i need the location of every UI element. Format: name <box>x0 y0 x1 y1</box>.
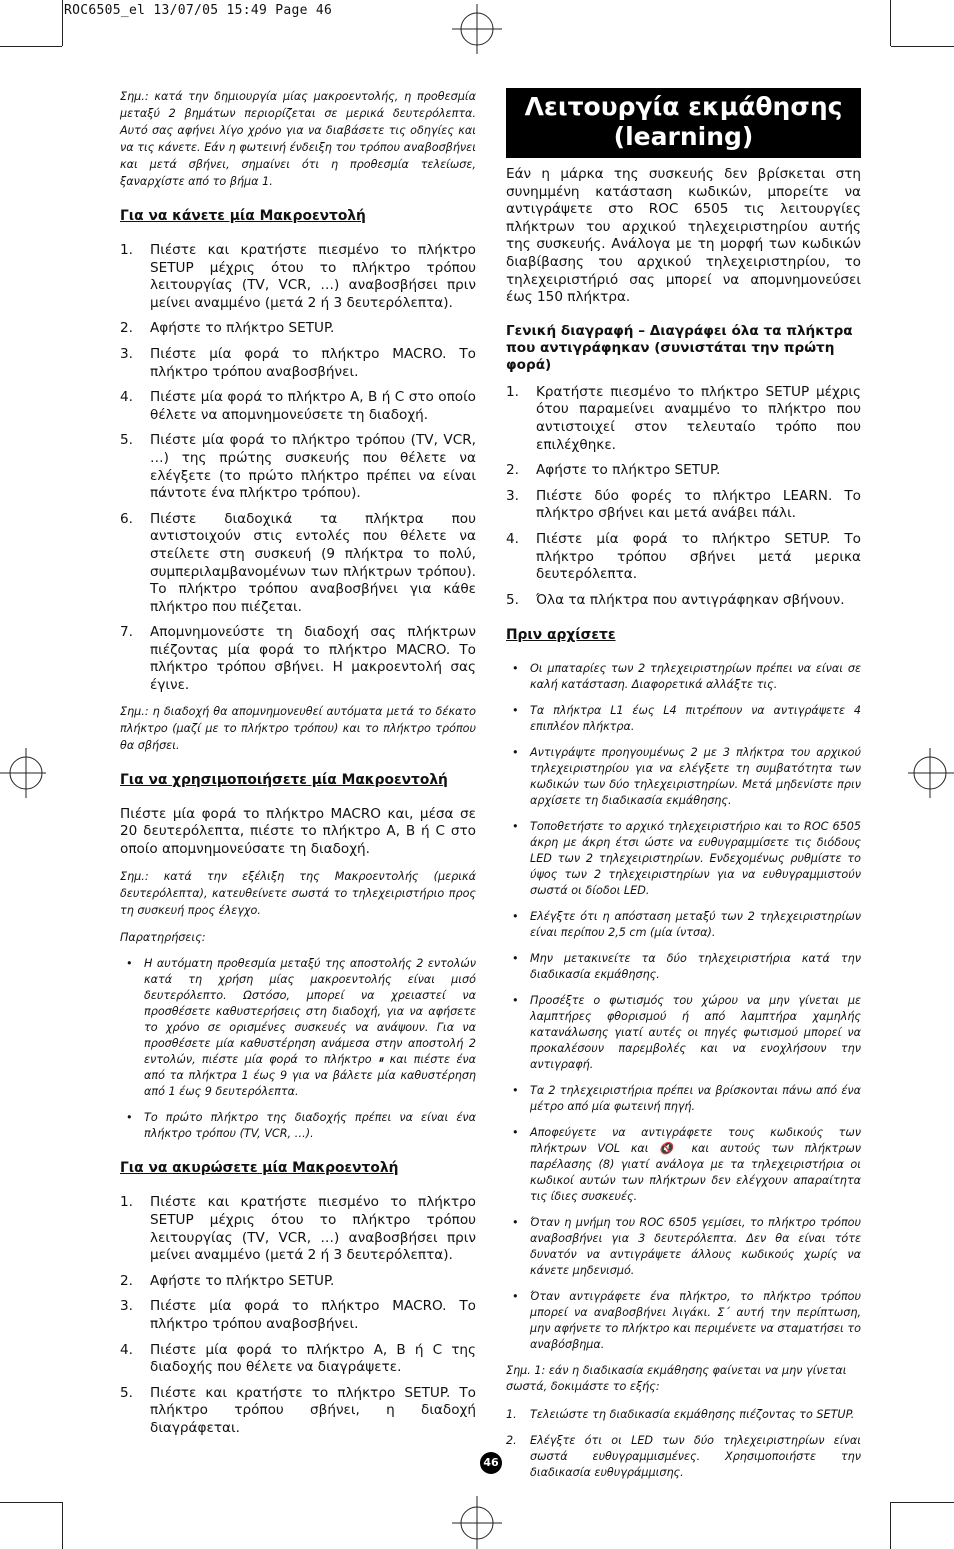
list-item: • Η αυτόματη προθεσμία μεταξύ της αποστολής 2 εντολών κατά τη χρήση μίας μακροεντολής είναι μισό δευτερόλεπτο. Ωστόσο, μπορεί να χρειαστεί να προσθέσετε καθυστερήσεις στη διαδοχή, για να αφήσετε το χρόνο σε ορισμένες συσκευές να ανάψουν. Για να προσθέσετε μία καθυστέρηση ανάμεσα στην αποστολή 2 εντολών, πιέστε μία φορά το πλήκτρο ⏸ και πιέστε ένα από τα πλήκτρα 1 έως 9 για να βάλετε μία καθυστέρηση από 1 έως 9 δευτερόλεπτα. <box>126 957 476 1099</box>
list-item: 6. Πιέστε διαδοχικά τα πλήκτρα που αντιστοιχούν στις εντολές που θέλετε να στείλετε στη συσκευή (9 πλήκτρα το πολύ, συμπεριλαμβανομένων των πλήκτρων τρόπου). Το πλήκτρο τρόπου αναβοσβήνει για κάθε πλήκτρο που πιέζεται. <box>120 510 476 615</box>
use-macro-body: Πιέστε μία φορά το πλήκτρο MACRO και, μέσα σε 20 δευτερόλεπτα, πιέστε το πλήκτρο A, B ή C στο οποίο απομνημονεύσατε τη διαδοχή. <box>120 805 476 857</box>
list-item: 4. Πιέστε μία φορά το πλήκτρο A, B ή C στο οποίο θέλετε να απομνημονεύσετε τη διαδοχή. <box>120 389 476 423</box>
cancel-macro-steps <box>120 1194 476 1437</box>
cancel-macro-heading: Για να ακυρώσετε μία Μακροεντολή <box>120 1160 399 1177</box>
list-item: 2. Αφήστε το πλήκτρο SETUP. <box>120 1272 335 1289</box>
list-item: • Προσέξτε ο φωτισμός του χώρου να μην γίνεται με λαμπτήρες φθορισμού ή από λαμπτήρα χαμηλής κατανάλωσης γιατί αυτές οι πηγές φωτισμού μπορεί να προκαλέσουν παρεμβολές και να ενοχλήσουν την αντιγραφή. <box>512 994 861 1072</box>
list-item: 1. Πιέστε και κρατήστε πιεσμένο το πλήκτρο SETUP μέχρις ότου το πλήκτρο τρόπου λειτουργίας (TV, VCR, …) αναβοσβήσει πριν μείνει αναμμένο (μετά 2 ή 3 δευτερόλεπτα). <box>120 242 476 311</box>
list-item: 1. Κρατήστε πιεσμένο το πλήκτρο SETUP μέχρις ότου παραμείνει αναμμένο το πλήκτρο που αντιστοιχεί στον τελευταίο τρόπο που επιλέχθηκε. <box>506 383 861 453</box>
use-macro-note: Σημ.: κατά την εξέλιξη της Μακροεντολής (μερικά δευτερόλεπτα), κατευθείνετε σωστά το τηλεχειριστήριο προς τη συσκευή προς έλεγχο. <box>120 870 476 918</box>
title-line: (learning) <box>613 122 754 151</box>
learning-intro: Εάν η μάρκα της συσκευής δεν βρίσκεται στη συνημμένη κατάσταση κωδικών, μπορείτε να αντιγράψετε στο ROC 6505 τις λειτουργίες πλήκτρων του αρχικού τηλεχειριστηρίου αυτής της συσκευής. Ανάλογα με τη μορφή των κωδικών διαβίβασης του αρχικού τηλεχειριστηρίου, το τηλεχειριστήριό σας μπορεί να απομνημονεύσει έως 150 πλήκτρα. <box>506 166 861 306</box>
list-item: 5. Πιέστε μία φορά το πλήκτρο τρόπου (TV, VCR, …) της πρώτης συσκευής που θέλετε να ελέγξετε (το πρώτο πλήκτρο πρέπει να είναι πάντοτε ένα πλήκτρο τρόπου). <box>120 432 476 502</box>
list-item: 4. Πιέστε μία φορά το πλήκτρο A, B ή C της διαδοχής που θέλετε να διαγράψετε. <box>120 1341 476 1376</box>
list-item: • Τοποθετήστε το αρχικό τηλεχειριστήριο και το ROC 6505 άκρη με άκρη έτσι ώστε να ευθυγραμμίσετε τις διόδους LED των 2 τηλεχειριστηρίων. Ενδεχομένως ρυθμίστε το ύψος των 2 τηλεχειριστηρίων για να ευθυγραμμιστούν σωστά οι δίοδοι LED. <box>512 820 861 898</box>
list-item: • Οι μπαταρίες των 2 τηλεχειριστηρίων πρέπει να είναι σε καλή κατάσταση. Διαφορετικά αλλάξτε τις. <box>512 662 861 692</box>
list-item: 7. Απομνημονεύστε τη διαδοχή σας πλήκτρων πιέζοντας μία φορά το πλήκτρο MACRO. Το πλήκτρο τρόπου σβήνει. Η μακροεντολή σας έγινε. <box>120 624 476 694</box>
list-item: • Το πρώτο πλήκτρο της διαδοχής πρέπει να είναι ένα πλήκτρο τρόπου (TV, VCR, …). <box>126 1111 476 1141</box>
list-item: 5. Όλα τα πλήκτρα που αντιγράφηκαν σβήνουν. <box>506 591 845 608</box>
list-item: • Ελέγξτε ότι η απόσταση μεταξύ των 2 τηλεχειριστηρίων είναι περίπου 2,5 cm (μία ίντσα). <box>512 910 861 940</box>
make-macro-note: Σημ.: η διαδοχή θα απομνημονευθεί αυτόματα μετά το δέκατο πλήκτρο (μαζί με το πλήκτρο τρόπου) και το πλήκτρο τρόπου θα σβήσει. <box>120 704 476 752</box>
list-item: 3. Πιέστε μία φορά το πλήκτρο MACRO. Το πλήκτρο τρόπου αναβοσβήνει. <box>120 1298 476 1332</box>
list-item: 3. Πιέστε μία φορά το πλήκτρο MACRO. Το πλήκτρο τρόπου αναβοσβήνει. <box>120 345 476 380</box>
registration-mark-icon <box>452 4 502 54</box>
list-item: • Τα πλήκτρα L1 έως L4 πιτρέπουν να αντιγράψετε 4 επιπλέον πλήκτρα. <box>512 704 861 734</box>
page-number-badge: 46 <box>480 1452 502 1474</box>
before-list <box>506 661 861 1353</box>
list-item: 3. Πιέστε δύο φορές το πλήκτρο LEARN. Το πλήκτρο σβήνει και μετά ανάβει πάλι. <box>506 487 861 522</box>
list-item: 4. Πιέστε μία φορά το πλήκτρο SETUP. Το πλήκτρο τρόπου σβήνει μετά μερικα δευτερόλεπτα. <box>506 530 861 583</box>
crop-mark <box>891 1502 954 1503</box>
reset-heading: Γενική διαγραφή – Διαγράφει όλα τα πλήκτρα που αντιγράφηκαν (συνιστάται την πρώτη φορά) <box>506 322 853 373</box>
print-slug: ROC6505_el 13/07/05 15:49 Page 46 <box>64 3 333 18</box>
list-item: 2. Αφήστε το πλήκτρο SETUP. <box>120 320 335 337</box>
crop-mark <box>62 1502 63 1549</box>
remarks-label: Παρατηρήσεις: <box>120 931 206 945</box>
left-column <box>120 88 476 1446</box>
make-macro-steps <box>120 242 476 695</box>
crop-mark <box>890 1502 891 1549</box>
intro-note: Σημ.: κατά την δημιουργία μίας μακροεντολής, η προθεσμία μεταξύ 2 βημάτων περιορίζεται σε μερικά δευτερόλεπτα. Αυτό σας αφήνει λίγο χρόνο για να διαβάσετε τις οδηγίες και να τις κάνετε. Εάν η φωτεινή ένδειξη του τρόπου αναβοσβήνει και μετά σβήνει, σημαίνει ότι η προθεσμία τελείωσε, ξαναρχίστε από το βήμα 1. <box>120 90 476 188</box>
use-macro-heading: Για να χρησιμοποιήσετε μία Μακροεντολή <box>120 771 448 788</box>
crop-mark <box>890 0 891 46</box>
list-item: • Αντιγράψτε προηγουμένως 2 με 3 πλήκτρα του αρχικού τηλεχειριστηρίου για να ελέγξετε τη συμβατότητα των κωδικών των δύο τηλεχειριστηρίων. Μετά μηδενίστε πριν αρχίσετε τη διαδικασία εκμάθησης. <box>512 746 861 808</box>
crop-mark <box>0 1502 62 1503</box>
list-item: • Αποφεύγετε να αντιγράφετε τους κωδικούς των πλήκτρων VOL και 🔇 και αυτούς των πλήκτρων παρέλασης (8) γιατί ανάλογα με τα τηλεχειριστήρια οι κωδικοί αυτών των πλήκτρων δεν ελέγχουν απαραίτητα τις ίδιες συσκευές. <box>512 1126 861 1204</box>
list-item: 2. Ελέγξτε ότι οι LED των δύο τηλεχειριστηρίων είναι σωστά ευθυγραμμισμένες. Χρησιμοποιήστε την διαδικασία ευθυγράμμισης. <box>506 1434 861 1480</box>
list-item: 2. Αφήστε το πλήκτρο SETUP. <box>506 462 721 479</box>
registration-mark-icon <box>0 748 46 798</box>
list-item: • Μην μετακινείτε τα δύο τηλεχειριστήρια κατά την διαδικασία εκμάθησης. <box>512 952 861 982</box>
registration-mark-icon <box>452 1496 502 1549</box>
crop-mark <box>891 46 954 47</box>
crop-mark <box>62 0 63 46</box>
page-title <box>506 88 861 158</box>
list-item: 1. Πιέστε και κρατήστε πιεσμένο το πλήκτρο SETUP μέχρις ότου το πλήκτρο τρόπου λειτουργίας (TV, VCR, …) αναβοσβήσει πριν μείνει αναμμένο (μετά 2 ή 3 δευτερόλεπτα). <box>120 1194 476 1264</box>
before-heading: Πριν αρχίσετε <box>506 627 616 644</box>
list-item: • Τα 2 τηλεχειριστήρια πρέπει να βρίσκονται πάνω από ένα μέτρο από μία φωτεινή πηγή. <box>512 1084 861 1114</box>
right-column <box>506 88 861 1491</box>
learning-note-steps <box>506 1407 861 1481</box>
reset-steps <box>506 384 861 610</box>
title-line: Λειτουργία εκμάθησης <box>524 92 843 121</box>
list-item: • Όταν η μνήμη του ROC 6505 γεμίσει, το πλήκτρο τρόπου αναβοσβήνει για 3 δευτερόλεπτα. Δεν θα είναι τότε δυνατόν να αντιγράψετε άλλους κωδικούς χωρίς να κάνετε μηδενισμό. <box>512 1216 861 1278</box>
registration-mark-icon <box>908 748 954 798</box>
remarks-list <box>120 956 476 1142</box>
learning-note: Σημ. 1: εάν η διαδικασία εκμάθησης φαίνεται να μην γίνεται σωστά, δοκιμάστε το εξής: <box>506 1364 847 1394</box>
crop-mark <box>0 46 62 47</box>
make-macro-heading: Για να κάνετε μία Μακροεντολή <box>120 208 366 224</box>
list-item: 5. Πιέστε και κρατήστε το πλήκτρο SETUP. Το πλήκτρο τρόπου σβήνει, η διαδοχή διαγράφεται. <box>120 1384 476 1436</box>
list-item: • Όταν αντιγράφετε ένα πλήκτρο, το πλήκτρο τρόπου μπορεί να αναβοσβήνει λιγάκι. Σ΄ αυτή την περίπτωση, μην αφήνετε το πλήκτρο και περιμένετε να σταματήσει το αναβόσβημα. <box>512 1290 861 1352</box>
list-item: 1. Τελειώστε τη διαδικασία εκμάθησης πιέζοντας το SETUP. <box>506 1408 855 1422</box>
